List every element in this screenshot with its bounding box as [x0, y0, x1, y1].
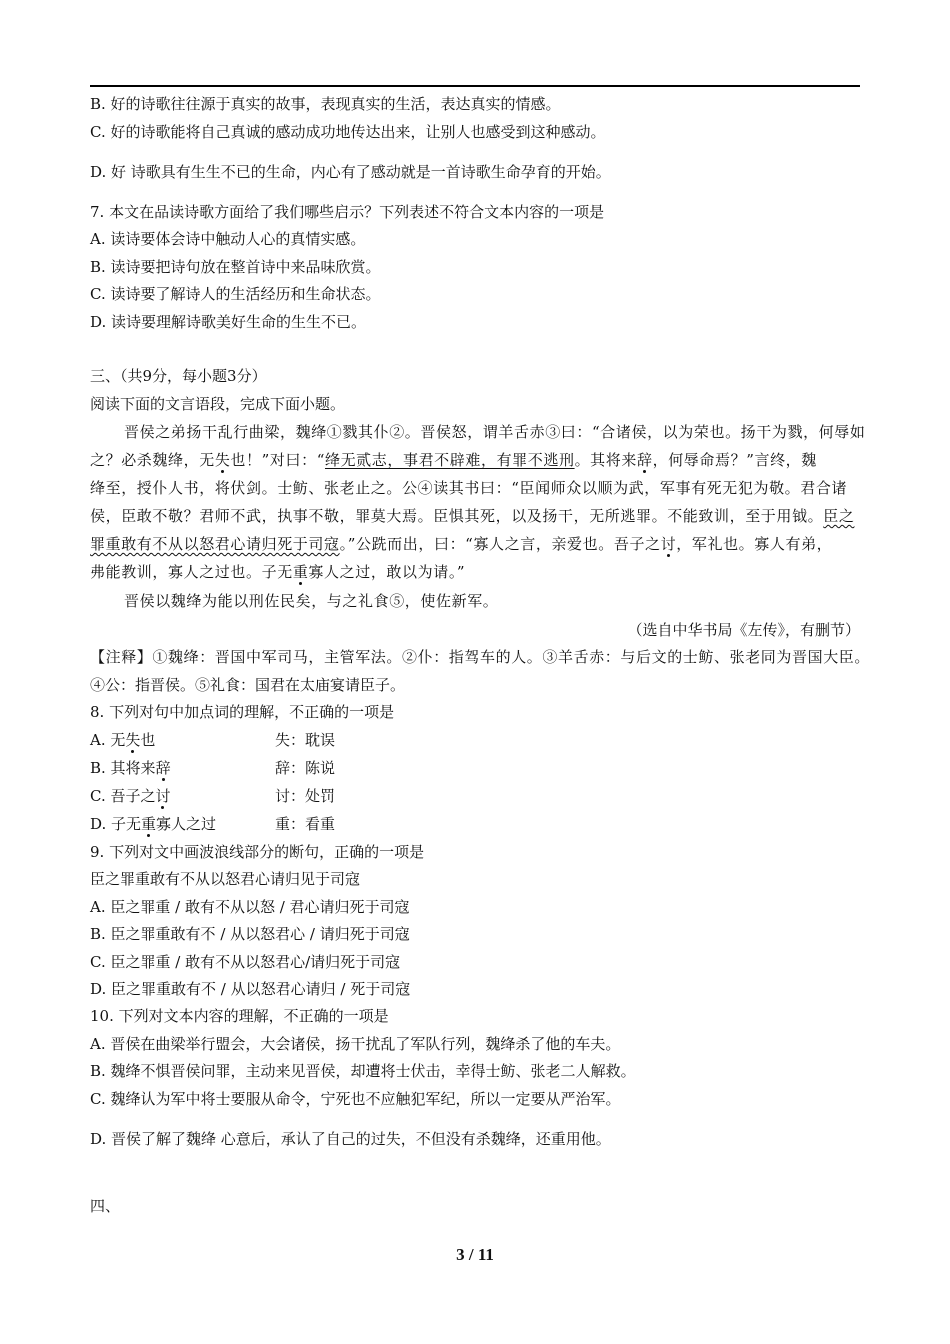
q8-option-a: A. 无失也 — [90, 731, 156, 749]
q7-stem: 7. 本文在品读诗歌方面给了我们哪些启示？下列表述不符合文本内容的一项是 — [90, 203, 605, 221]
q8-option-c: C. 吾子之讨 — [90, 787, 171, 805]
q8-option-b: B. 其将来辞 — [90, 759, 171, 777]
q6-option-d: D. 好 诗歌具有生生不已的生命，内心有了感动就是一首诗歌生命孕育的开始。 — [90, 163, 611, 181]
passage-line-3: 绛至，授仆人书，将伏剑。士鲂、张老止之。公④读其书曰：“臣闻师众以顺为武，军事有死无犯为敬。君合诸 — [90, 479, 848, 497]
q9-sentence: 臣之罪重敢有不从以怒君心请归见于司寇 — [90, 870, 361, 888]
dotted-char: 辞 — [636, 451, 653, 469]
passage-line-5: 罪重敢有不从以怒君心请归死于司寇。”公跣而出，曰：“寡人之言，亲爱也。吾子之讨，军礼也。寡人有弟， — [90, 535, 833, 553]
q6-option-c: C. 好的诗歌能将自己真诚的感动成功地传达出来，让别人也感受到这种感动。 — [90, 123, 606, 141]
q9-stem: 9. 下列对文中画波浪线部分的断句，正确的一项是 — [90, 843, 425, 861]
passage-source: （选自中华书局《左传》，有删节） — [627, 621, 860, 639]
passage-line-4: 侯，臣敢不敬？君师不武，执事不敬，罪莫大焉。臣惧其死，以及扬干，无所逃罪。不能致训，至于用钺。臣之 — [90, 507, 855, 525]
q10-option-d: D. 晋侯了解了魏绛 心意后，承认了自己的过失，不但没有杀魏绛，还重用他。 — [90, 1130, 611, 1148]
annotation-line-1: 【注释】①魏绛：晋国中军司马，主管军法。②仆：指驾车的人。③羊舌赤：与后文的士鲂、张老同为晋国大臣。 — [90, 648, 871, 666]
section4-heading: 四、 — [90, 1197, 121, 1215]
dotted-char: 重 — [292, 563, 309, 581]
q7-option-d: D. 读诗要理解诗歌美好生命的生生不已。 — [90, 313, 367, 331]
wavy-sentence: 罪重敢有不从以怒君心请归死于司寇 — [90, 535, 340, 553]
passage-paragraph-2: 晋侯以魏绛为能以刑佐民矣，与之礼食⑤，使佐新军。 — [124, 592, 499, 610]
q8-option-d-gloss: 重：看重 — [275, 815, 336, 833]
dotted-char: 失 — [125, 731, 141, 749]
page-number: 3 / 11 — [456, 1245, 494, 1264]
q8-option-d: D. 子无重寡人之过 — [90, 815, 217, 833]
q9-option-b: B. 臣之罪重敢有不 / 从以怒君心 / 请归死于司寇 — [90, 925, 410, 943]
dotted-char: 失 — [214, 451, 231, 469]
dotted-char: 讨 — [155, 787, 171, 805]
q9-option-d: D. 臣之罪重敢有不 / 从以怒君心请归 / 死于司寇 — [90, 980, 411, 998]
q9-option-c: C. 臣之罪重 / 敢有不从以怒君心/请归死于司寇 — [90, 953, 401, 971]
passage-line-2: 之？必杀魏绛，无失也！”对曰：“绛无贰志，事君不辟难，有罪不逃刑。其将来辞，何辱命焉？”言终，魏 — [90, 451, 817, 469]
annotation-line-2: ④公：指晋侯。⑤礼食：国君在太庙宴请臣子。 — [90, 676, 406, 694]
q7-option-a: A. 读诗要体会诗中触动人心的真情实感。 — [90, 230, 366, 248]
dotted-char: 讨 — [660, 535, 677, 553]
section3-heading: 三、（共9分，每小题3分） — [90, 367, 267, 385]
underlined-sentence: 绛无贰志，事君不辟难，有罪不逃刑 — [324, 451, 575, 469]
section3-instruction: 阅读下面的文言语段，完成下面小题。 — [90, 395, 346, 413]
q10-option-c: C. 魏绛认为军中将士要服从命令，宁死也不应触犯军纪，所以一定要从严治军。 — [90, 1090, 621, 1108]
q7-option-b: B. 读诗要把诗句放在整首诗中来品味欣赏。 — [90, 258, 381, 276]
dotted-char: 辞 — [155, 759, 171, 777]
q6-option-b: B. 好的诗歌往往源于真实的故事，表现真实的生活，表达真实的情感。 — [90, 95, 561, 113]
dotted-char: 重 — [141, 815, 157, 833]
q10-option-b: B. 魏绛不惧晋侯问罪，主动来见晋侯，却遭将士伏击，幸得士鲂、张老二人解救。 — [90, 1062, 636, 1080]
q7-option-c: C. 读诗要了解诗人的生活经历和生命状态。 — [90, 285, 381, 303]
header-rule — [90, 85, 860, 87]
wavy-sentence: 臣之 — [823, 507, 855, 525]
q8-option-b-gloss: 辞：陈说 — [275, 759, 336, 777]
q10-stem: 10. 下列对文本内容的理解，不正确的一项是 — [90, 1007, 389, 1025]
passage-line-6: 弗能教训，寡人之过也。子无重寡人之过，敢以为请。” — [90, 563, 466, 581]
q8-option-c-gloss: 讨：处罚 — [275, 787, 336, 805]
q8-stem: 8. 下列对句中加点词的理解，不正确的一项是 — [90, 703, 395, 721]
q10-option-a: A. 晋侯在曲梁举行盟会，大会诸侯，扬干扰乱了军队行列，魏绛杀了他的车夫。 — [90, 1035, 621, 1053]
passage-line-1: 晋侯之弟扬干乱行曲梁，魏绛①戮其仆②。晋侯怒，谓羊舌赤③曰：“合诸侯，以为荣也。扬干为戮，何辱如 — [124, 423, 866, 441]
q8-option-a-gloss: 失：耽误 — [275, 731, 336, 749]
q9-option-a: A. 臣之罪重 / 敢有不从以怒 / 君心请归死于司寇 — [90, 898, 410, 916]
